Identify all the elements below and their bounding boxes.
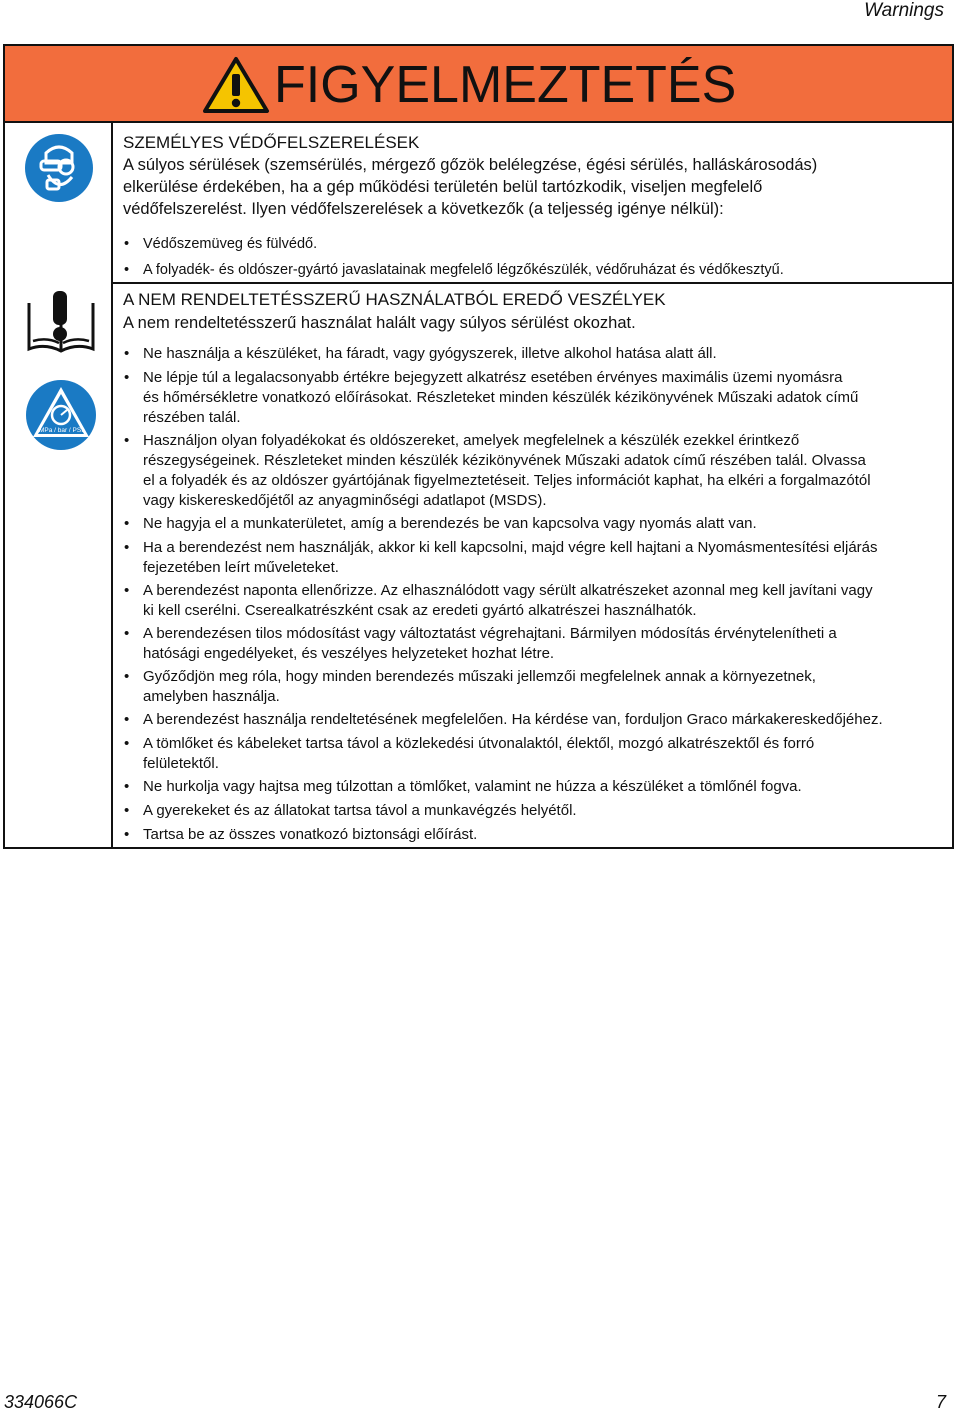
list-item-line: és hőmérsékletre vonatkozó előírásokat. Részleteket minden készülék kézikönyvének Műszaki adatok című: [143, 389, 859, 406]
ppe-intro-line: védőfelszerelést. Ilyen védőfelszerelések a következők (a teljesség igénye nélkül):: [123, 200, 724, 218]
pressure-gauge-label: MPa / bar / PSI: [38, 427, 84, 434]
list-item-line: • Ne hagyja el a munkaterületet, amíg a berendezés be van kapcsolva vagy nyomás alatt van.: [143, 515, 757, 532]
ppe-intro-line: A súlyos sérülések (szemsérülés, mérgező gőzök belélegzése, égési sérülés, halláskárosodás): [123, 156, 818, 174]
protective-equipment-icon: [24, 133, 94, 203]
list-item: [123, 825, 943, 845]
ppe-intro: [123, 154, 933, 220]
page-header-label: Warnings: [864, 0, 944, 21]
list-item: [123, 368, 943, 428]
list-item-line: amelyben használja.: [143, 688, 280, 705]
list-item-line: • Tartsa be az összes vonatkozó biztonsági előírást.: [143, 826, 478, 843]
list-item-line: részében talál.: [143, 409, 241, 426]
list-item: [123, 514, 943, 534]
list-item: [123, 581, 943, 621]
list-item: • A folyadék- és oldószer-gyártó javaslatainak megfelelő légzőkészülék, védőruházat és védőkesztyű.: [123, 260, 943, 280]
ppe-intro-line: elkerülése érdekében, ha a gép működési területén belül tartózkodik, viseljen megfelelő: [123, 178, 763, 196]
list-item: [123, 538, 943, 578]
list-item-line: hatósági engedélyeket, és veszélyes helyzeteket hozhat létre.: [143, 645, 555, 662]
list-item-line: el a folyadék és az oldószer gyártójának figyelmeztetéseit. Teljes információt kaphat, ha elkéri a forgalmazótól: [143, 472, 871, 489]
pressure-gauge-icon: [25, 379, 97, 451]
list-item-line: • A gyerekeket és az állatokat tartsa távol a munkavégzés helyétől.: [143, 802, 577, 819]
list-item-line: • A tömlőket és kábeleket tartsa távol a közlekedési útvonalaktól, élektől, mozgó alkatrészektől és forró: [143, 735, 815, 752]
ppe-list: [123, 234, 943, 280]
list-item-line: fejezetében leírt műveleteket.: [143, 559, 339, 576]
misuse-list: [123, 344, 943, 845]
list-item-line: • Ne lépje túl a legalacsonyabb értékre bejegyzett alkatrész esetében érvényes maximális üzemi nyomásra: [143, 369, 843, 386]
list-item: [123, 734, 943, 774]
warning-title-bar: [5, 46, 952, 123]
read-manual-warning-icon: [25, 289, 97, 357]
list-item-line: • Ha a berendezést nem használják, akkor ki kell kapcsolni, majd végre kell hajtani a Nyomásmentesítési eljárás: [143, 539, 878, 556]
icon-column: [5, 123, 113, 847]
list-item: [123, 710, 943, 730]
list-item-line: felületektől.: [143, 755, 219, 772]
section-divider: [113, 282, 952, 284]
list-item-line: • A berendezést naponta ellenőrizze. Az elhasználódott vagy sérült alkatrészeket azonnal meg kell javítani vagy: [143, 582, 873, 599]
list-item: [123, 431, 943, 511]
list-item-line: ki kell cserélni. Cserealkatrészként csak az eredeti gyártó alkatrészei használhatók.: [143, 602, 697, 619]
list-item-line: • A berendezésen tilos módosítást vagy változtatást végrehajtani. Bármilyen módosítás érvénytelenítheti a: [143, 625, 837, 642]
list-item: [123, 667, 943, 707]
list-item-line: • Használjon olyan folyadékokat és oldószereket, amelyek megfelelnek a készülék ezekkel érintkező: [143, 432, 800, 449]
warning-title: FIGYELMEZTETÉS: [274, 56, 737, 114]
list-item: • Védőszemüveg és fülvédő.: [123, 234, 943, 254]
misuse-intro: A nem rendeltetésszerű használat halált vagy súlyos sérülést okozhat.: [123, 314, 636, 332]
list-item-line: vagy kiskereskedőjétől az anyagminőségi adatlapot (MSDS).: [143, 492, 547, 509]
list-item: [123, 777, 943, 797]
list-item-line: • Ne hurkolja vagy hajtsa meg túlzottan a tömlőket, valamint ne húzza a készüléket a tömlőnél fogva.: [143, 778, 802, 795]
page-number: 7: [935, 1392, 946, 1412]
warning-table: [3, 44, 954, 849]
list-item-line: • Ne használja a készüléket, ha fáradt, vagy gyógyszerek, illetve alkohol hatása alatt áll.: [143, 345, 717, 362]
document-number: 334066C: [4, 1392, 78, 1412]
warning-title-group: [202, 55, 736, 115]
list-item: [123, 344, 943, 364]
list-item-line: részegységeinek. Részleteket minden készülék kézikönyvének Műszaki adatok című részében talál. Olvassa: [143, 452, 866, 469]
list-item: [123, 801, 943, 821]
list-item-line: • Győződjön meg róla, hogy minden berendezés műszaki jellemzői megfelelnek annak a környezetnek,: [143, 668, 816, 685]
list-item: [123, 624, 943, 664]
list-item-line: • A berendezést használja rendeltetésének megfelelően. Ha kérdése van, forduljon Graco márkakereskedőjéhez.: [143, 711, 883, 728]
content-column: [123, 123, 946, 847]
warning-triangle-icon: [202, 56, 270, 114]
misuse-section-title: A NEM RENDELTETÉSSZERŰ HASZNÁLATBÓL EREDŐ VESZÉLYEK: [123, 290, 666, 309]
ppe-section-title: SZEMÉLYES VÉDŐFELSZERELÉSEK: [123, 133, 420, 152]
